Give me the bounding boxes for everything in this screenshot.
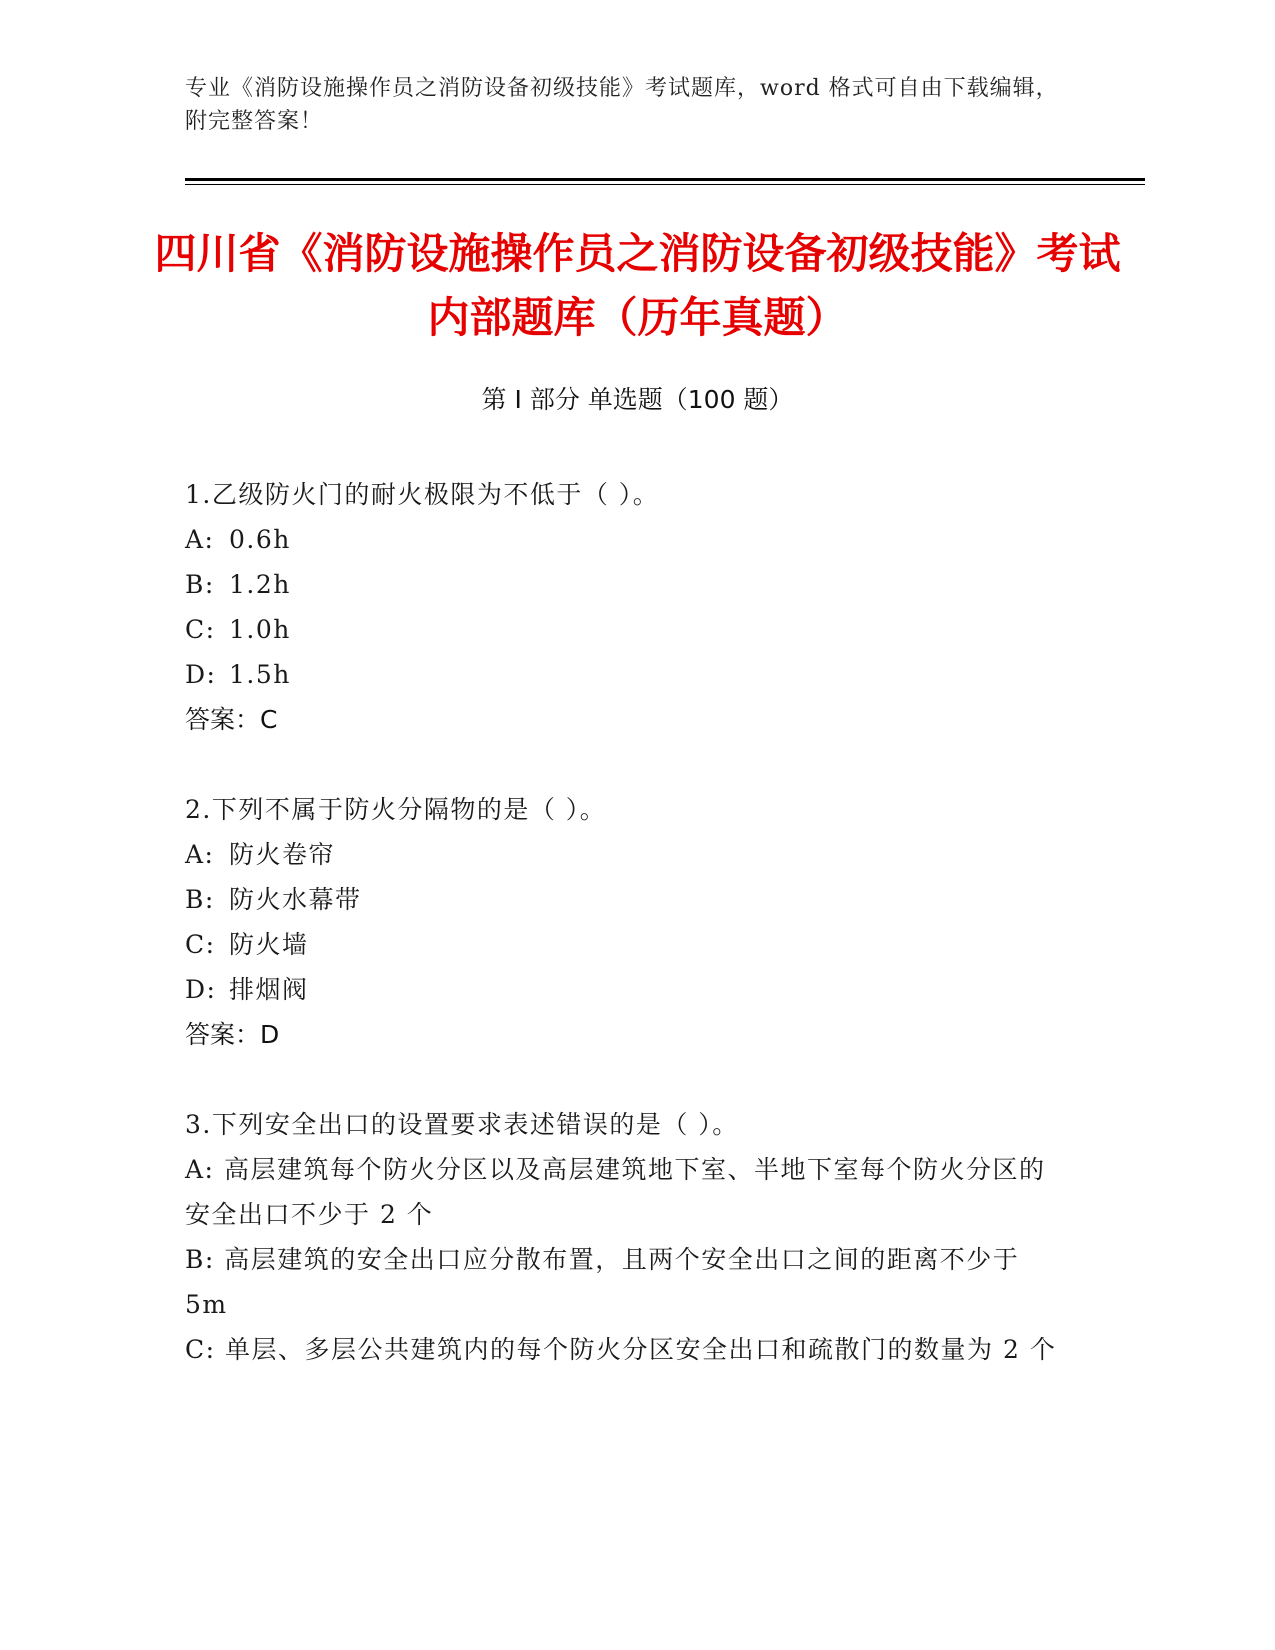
option-key: B: [185, 885, 215, 914]
option-c [185, 607, 1065, 652]
answer-value: D [260, 1020, 280, 1049]
header-rule-thick [185, 178, 1145, 181]
option-key: C: [185, 930, 216, 959]
option-key: A: [185, 1155, 215, 1184]
option-text: 高层建筑每个防火分区以及高层建筑地下室、半地下室每个防火分区的安全出口不少于 2 个 [185, 1155, 1046, 1229]
option-key: C: [185, 615, 216, 644]
header-note: 专业《消防设施操作员之消防设备初级技能》考试题库，word 格式可自由下载编辑，附完整答案！ [185, 76, 1059, 134]
question-2 [185, 787, 1065, 1057]
option-text: 防火水幕带 [229, 885, 362, 914]
answer-value: C [260, 705, 278, 734]
question-1 [185, 472, 1065, 742]
option-text: 高层建筑的安全出口应分散布置，且两个安全出口之间的距离不少于 5m [185, 1245, 1020, 1319]
option-text: 防火墙 [229, 930, 309, 959]
option-c [185, 1327, 1065, 1372]
question-stem: 3.下列安全出口的设置要求表述错误的是（ ）。 [185, 1110, 739, 1139]
option-text: 防火卷帘 [229, 840, 336, 869]
answer-prefix: 答案： [185, 705, 261, 734]
answer-prefix: 答案： [185, 1020, 261, 1049]
question-stem: 2.下列不属于防火分隔物的是（ ）。 [185, 795, 607, 824]
option-d [185, 652, 1065, 697]
option-a [185, 832, 1065, 877]
option-d [185, 967, 1065, 1012]
answer-line [185, 1012, 1065, 1057]
document-title: 四川省《消防设施操作员之消防设备初级技能》考试内部题库（历年真题） [154, 229, 1121, 342]
option-a [185, 1147, 1065, 1237]
option-key: C: [185, 1335, 216, 1364]
header-rule-thin [185, 184, 1145, 185]
question-3 [185, 1102, 1065, 1372]
question-stem: 1.乙级防火门的耐火极限为不低于（ ）。 [185, 480, 660, 509]
option-a [185, 517, 1065, 562]
question-list [185, 472, 1065, 1417]
answer-line [185, 697, 1065, 742]
option-key: A: [185, 525, 215, 554]
option-key: B: [185, 570, 215, 599]
option-key: D: [185, 660, 217, 689]
option-text: 0.6h [229, 525, 291, 554]
option-text: 1.2h [229, 570, 291, 599]
option-b [185, 562, 1065, 607]
option-c [185, 922, 1065, 967]
option-text: 1.5h [229, 660, 291, 689]
option-text: 排烟阀 [229, 975, 309, 1004]
option-key: A: [185, 840, 215, 869]
section-title: 第 I 部分 单选题（100 题） [481, 385, 794, 414]
option-text: 1.0h [229, 615, 291, 644]
option-key: B: [185, 1245, 215, 1274]
option-text: 单层、多层公共建筑内的每个防火分区安全出口和疏散门的数量为 2 个 [225, 1335, 1057, 1364]
option-key: D: [185, 975, 217, 1004]
option-b [185, 1237, 1065, 1327]
option-b [185, 877, 1065, 922]
